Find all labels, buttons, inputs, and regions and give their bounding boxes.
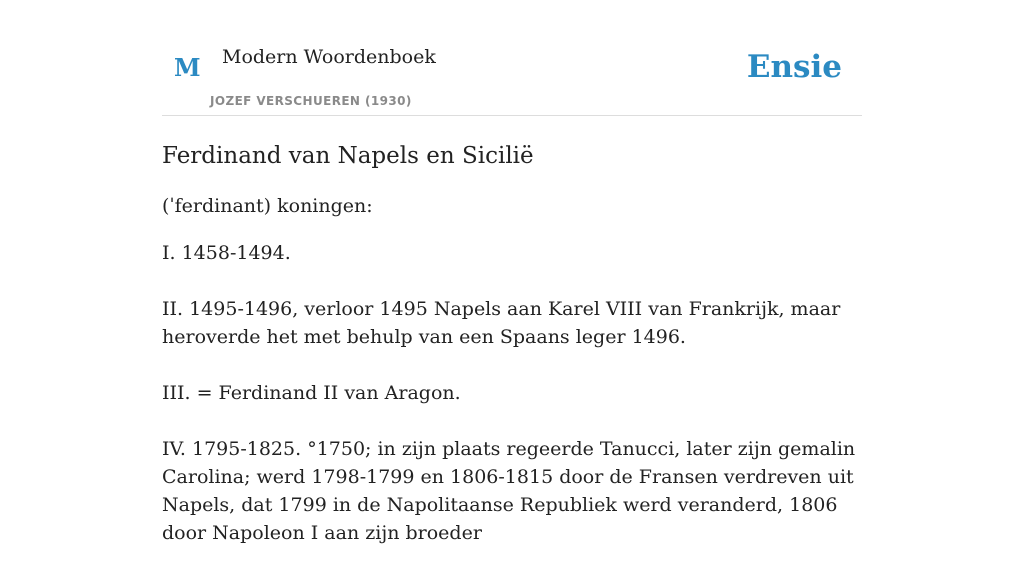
book-author: JOZEF VERSCHUEREN (1930)	[210, 94, 412, 108]
article-paragraph: II. 1495-1496, verloor 1495 Napels aan Karel VIII van Frankrijk, maar heroverde het met behulp van een Spaans leger 1496.	[162, 298, 841, 348]
book-logo[interactable]: M	[174, 53, 201, 82]
article-intro: (ˈferdinant) koningen:	[162, 195, 373, 217]
article	[162, 116, 862, 547]
book-title-link[interactable]: Modern Woordenboek	[222, 46, 436, 68]
article-title: Ferdinand van Napels en Sicilië	[162, 143, 534, 169]
brand-logo[interactable]: Ensie	[746, 49, 842, 85]
page-container	[162, 0, 862, 575]
article-paragraph: I. 1458-1494.	[162, 242, 291, 264]
article-paragraph: IV. 1795-1825. °1750; in zijn plaats regeerde Tanucci, later zijn gemalin Carolina; werd 1798-1799 en 1806-1815 door de Fransen verdreven uit Napels, dat 1799 in de Napolitaanse Republiek werd veranderd, 1806 door Napoleon I aan zijn broeder	[162, 438, 856, 544]
article-body	[162, 192, 862, 547]
article-paragraph: III. = Ferdinand II van Aragon.	[162, 382, 461, 404]
site-header	[162, 0, 862, 116]
